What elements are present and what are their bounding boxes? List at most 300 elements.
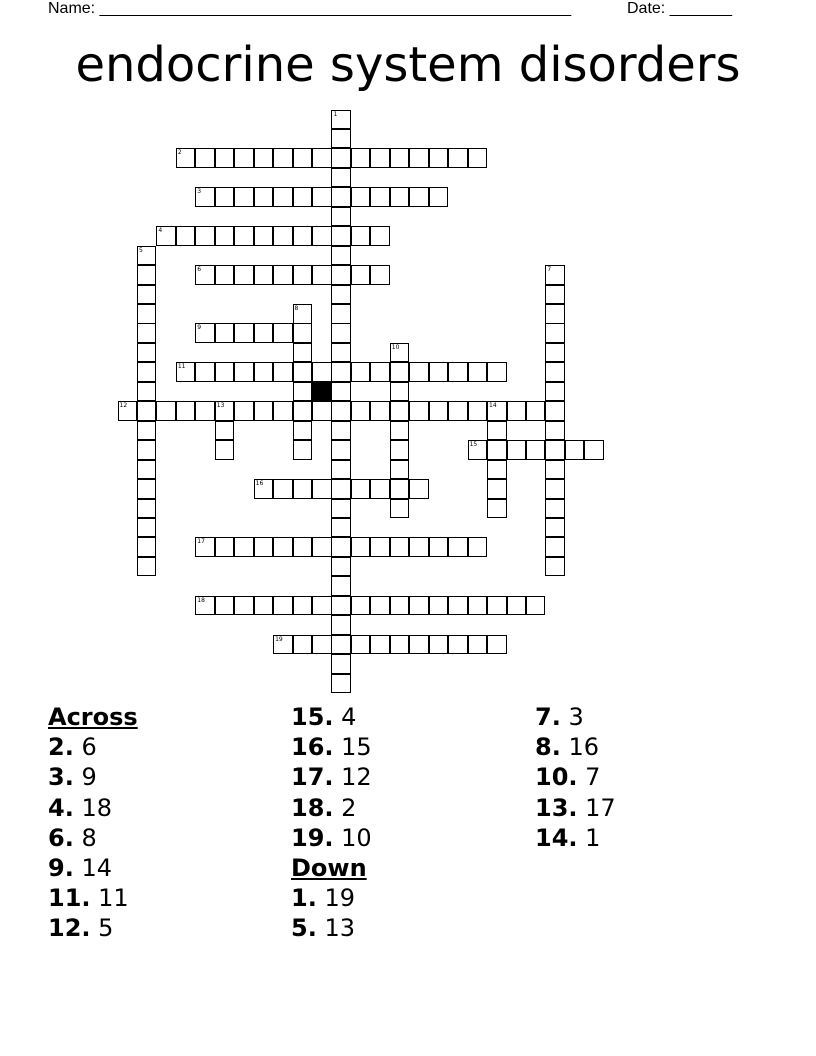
crossword-cell[interactable] (429, 596, 449, 616)
crossword-cell[interactable] (468, 148, 488, 168)
across-clue (48, 793, 138, 823)
crossword-cell[interactable] (565, 440, 585, 460)
crossword-cell[interactable] (545, 304, 565, 324)
crossword-cell[interactable] (545, 362, 565, 382)
crossword-cell[interactable] (331, 635, 351, 655)
crossword-cell[interactable] (331, 129, 351, 149)
crossword-cell[interactable] (195, 537, 215, 557)
crossword-cell[interactable] (351, 265, 371, 285)
crossword-cell[interactable] (351, 537, 371, 557)
cell-number: 19 (275, 635, 283, 643)
crossword-cell[interactable] (215, 362, 235, 382)
clue-text: 15 (341, 733, 372, 762)
crossword-cell[interactable] (331, 518, 351, 538)
crossword-cell[interactable] (448, 148, 468, 168)
clue-text: 11 (98, 884, 129, 913)
crossword-cell[interactable] (273, 635, 293, 655)
crossword-cell[interactable] (545, 343, 565, 363)
clue-text: 19 (324, 884, 356, 913)
crossword-cell[interactable] (507, 401, 527, 421)
crossword-cell[interactable] (331, 674, 351, 694)
crossword-cell[interactable] (215, 421, 235, 441)
clue-number: 12. (48, 914, 91, 943)
crossword-cell[interactable] (390, 148, 410, 168)
crossword-cell[interactable] (234, 265, 254, 285)
cell-number: 16 (255, 480, 264, 488)
crossword-cell[interactable] (409, 596, 429, 616)
crossword-cell[interactable] (293, 362, 313, 382)
crossword-cell[interactable] (545, 421, 565, 441)
crossword-cell[interactable] (507, 596, 527, 616)
cell-number: 14 (489, 402, 497, 410)
crossword-cell[interactable] (137, 382, 157, 402)
clue-text: 16 (568, 733, 600, 762)
crossword-cell[interactable] (331, 479, 351, 499)
crossword-cell[interactable] (468, 362, 488, 382)
crossword-cell[interactable] (293, 440, 313, 460)
crossword-cell[interactable] (390, 187, 410, 207)
clue-column-1 (48, 702, 138, 944)
crossword-cell[interactable] (137, 362, 157, 382)
crossword-cell[interactable] (312, 635, 332, 655)
clue-text: 7 (585, 763, 601, 792)
across-clue (48, 732, 138, 762)
clue-number: 7. (535, 703, 561, 731)
crossword-cell[interactable] (351, 401, 371, 421)
crossword-cell[interactable] (409, 362, 429, 382)
clue-column-3 (535, 702, 616, 853)
crossword-cell[interactable] (215, 323, 235, 343)
crossword-cell[interactable] (370, 537, 390, 557)
crossword-cell[interactable] (331, 499, 351, 519)
crossword-cell[interactable] (293, 596, 313, 616)
crossword-cell[interactable] (409, 148, 429, 168)
crossword-cell[interactable] (584, 440, 604, 460)
crossword-cell[interactable] (312, 596, 332, 616)
name-line[interactable]: Name: _____________________________________________________ (48, 0, 572, 17)
down-clue (291, 883, 372, 913)
crossword-cell[interactable] (331, 110, 351, 130)
clue-number: 18. (291, 793, 334, 822)
crossword-cell[interactable] (409, 635, 429, 655)
crossword-cell[interactable] (293, 323, 313, 343)
crossword-cell[interactable] (254, 479, 274, 499)
clue-number: 14. (535, 823, 578, 852)
across-clue (48, 913, 138, 943)
crossword-cell[interactable] (234, 323, 254, 343)
crossword-cell[interactable] (370, 479, 390, 499)
crossword-cell[interactable] (195, 148, 215, 168)
crossword-cell[interactable] (234, 187, 254, 207)
crossword-cell[interactable] (331, 148, 351, 168)
crossword-cell[interactable] (312, 479, 332, 499)
date-line[interactable]: Date: _______ (627, 0, 732, 17)
clue-text: 10 (341, 823, 372, 852)
crossword-cell[interactable] (273, 323, 293, 343)
crossword-cell[interactable] (293, 148, 313, 168)
crossword-cell[interactable] (156, 401, 176, 421)
clue-number: 16. (291, 733, 334, 762)
crossword-cell[interactable] (176, 362, 196, 382)
crossword-cell[interactable] (390, 362, 410, 382)
across-clue (291, 732, 372, 762)
crossword-cell[interactable] (137, 246, 157, 266)
crossword-cell[interactable] (331, 557, 351, 577)
crossword-cell[interactable] (487, 401, 507, 421)
cell-number: 5 (138, 246, 143, 254)
crossword-cell[interactable] (195, 187, 215, 207)
crossword-cell[interactable] (390, 401, 410, 421)
crossword-cell[interactable] (293, 343, 313, 363)
crossword-cell[interactable] (351, 187, 371, 207)
crossword-cell[interactable] (293, 382, 313, 402)
crossword-cell[interactable] (526, 440, 546, 460)
down-clue (535, 762, 616, 792)
crossword-cell[interactable] (273, 596, 293, 616)
crossword-cell[interactable] (331, 362, 351, 382)
cell-number: 2 (177, 149, 182, 157)
crossword-cell[interactable] (331, 323, 351, 343)
clue-text: 14 (81, 854, 113, 883)
crossword-cell[interactable] (468, 635, 488, 655)
crossword-cell[interactable] (254, 323, 274, 343)
crossword-cell[interactable] (390, 537, 410, 557)
crossword-cell[interactable] (254, 362, 274, 382)
crossword-cell[interactable] (215, 265, 235, 285)
crossword-cell[interactable] (370, 148, 390, 168)
crossword-cell[interactable] (215, 440, 235, 460)
crossword-cell[interactable] (137, 285, 157, 305)
crossword-cell[interactable] (195, 362, 215, 382)
crossword-cell[interactable] (215, 187, 235, 207)
clue-number: 19. (291, 823, 334, 852)
crossword-cell[interactable] (293, 537, 313, 557)
crossword-cell[interactable] (390, 479, 410, 499)
crossword-cell[interactable] (429, 635, 449, 655)
crossword-cell[interactable] (331, 421, 351, 441)
crossword-cell[interactable] (351, 635, 371, 655)
crossword-cell[interactable] (331, 401, 351, 421)
cell-number: 4 (158, 227, 163, 235)
crossword-cell[interactable] (312, 362, 332, 382)
cell-number: 18 (197, 596, 205, 604)
across-clue (48, 883, 138, 913)
crossword-cell[interactable] (390, 460, 410, 480)
crossword-cell[interactable] (293, 304, 313, 324)
crossword-cell[interactable] (137, 557, 157, 577)
crossword-cell[interactable] (293, 226, 313, 246)
down-clue (535, 823, 616, 853)
crossword-cell[interactable] (137, 265, 157, 285)
crossword-cell[interactable] (545, 323, 565, 343)
crossword-cell[interactable] (331, 304, 351, 324)
crossword-cell[interactable] (273, 362, 293, 382)
down-clue (535, 732, 616, 762)
crossword-cell[interactable] (215, 596, 235, 616)
cell-number: 10 (391, 343, 400, 351)
crossword-cell[interactable] (312, 537, 332, 557)
crossword-cell[interactable] (254, 596, 274, 616)
clue-number: 8. (535, 733, 561, 762)
crossword-cell[interactable] (468, 537, 488, 557)
crossword-cell[interactable] (545, 401, 565, 421)
down-clue (291, 913, 372, 943)
crossword-cell[interactable] (176, 226, 196, 246)
crossword-cell[interactable] (487, 440, 507, 460)
crossword-cell[interactable] (370, 401, 390, 421)
crossword-cell[interactable] (273, 265, 293, 285)
crossword-cell[interactable] (390, 596, 410, 616)
crossword-cell[interactable] (137, 518, 157, 538)
clue-number: 5. (291, 914, 317, 943)
crossword-cell[interactable] (215, 401, 235, 421)
crossword-cell[interactable] (370, 226, 390, 246)
clue-number: 10. (535, 763, 578, 792)
crossword-cell[interactable] (137, 440, 157, 460)
clue-text: 9 (81, 763, 97, 792)
crossword-cell[interactable] (137, 401, 157, 421)
crossword-cell[interactable] (468, 440, 488, 460)
across-clue (48, 853, 138, 883)
crossword-cell[interactable] (273, 148, 293, 168)
crossword-cell[interactable] (273, 401, 293, 421)
crossword-cell[interactable] (176, 148, 196, 168)
clue-text: 5 (98, 914, 114, 943)
crossword-cell[interactable] (331, 207, 351, 227)
crossword-cell[interactable] (507, 440, 527, 460)
cell-number: 15 (469, 441, 478, 449)
crossword-cell[interactable] (487, 460, 507, 480)
crossword-cell[interactable] (331, 654, 351, 674)
crossword-cell[interactable] (331, 440, 351, 460)
crossword-cell[interactable] (293, 635, 313, 655)
down-heading: Down (291, 854, 367, 883)
clue-number: 9. (48, 854, 74, 883)
crossword-cell[interactable] (545, 460, 565, 480)
crossword-cell[interactable] (195, 265, 215, 285)
crossword-cell[interactable] (468, 596, 488, 616)
crossword-cell[interactable] (312, 226, 332, 246)
crossword-cell[interactable] (331, 537, 351, 557)
crossword-cell[interactable] (390, 382, 410, 402)
crossword-cell[interactable] (215, 148, 235, 168)
crossword-cell[interactable] (545, 479, 565, 499)
clue-column-2 (291, 702, 372, 944)
crossword-cell[interactable] (312, 265, 332, 285)
crossword-cell[interactable] (118, 401, 138, 421)
crossword-cell[interactable] (390, 499, 410, 519)
crossword-cell[interactable] (234, 226, 254, 246)
crossword-cell[interactable] (390, 343, 410, 363)
puzzle-title: endocrine system disorders (75, 37, 741, 93)
cell-number: 9 (197, 324, 202, 332)
crossword-cell[interactable] (448, 362, 468, 382)
crossword-cell[interactable] (234, 148, 254, 168)
crossword-cell[interactable] (234, 596, 254, 616)
crossword-cell[interactable] (331, 460, 351, 480)
clue-number: 4. (48, 793, 74, 822)
crossword-cell[interactable] (293, 265, 313, 285)
crossword-cell[interactable] (137, 421, 157, 441)
crossword-cell[interactable] (429, 187, 449, 207)
crossword-cell[interactable] (254, 187, 274, 207)
crossword-cell[interactable] (526, 596, 546, 616)
crossword-cell[interactable] (273, 479, 293, 499)
crossword-cell[interactable] (545, 537, 565, 557)
crossword-cell[interactable] (137, 479, 157, 499)
crossword-cell[interactable] (137, 499, 157, 519)
cell-number: 1 (333, 110, 338, 118)
across-heading: Across (48, 703, 138, 731)
crossword-cell[interactable] (273, 187, 293, 207)
crossword-cell[interactable] (370, 265, 390, 285)
crossword-cell[interactable] (448, 401, 468, 421)
cell-number: 11 (177, 363, 186, 371)
crossword-cell[interactable] (487, 421, 507, 441)
crossword-cell[interactable] (234, 362, 254, 382)
crossword-cell[interactable] (137, 460, 157, 480)
crossword-cell[interactable] (312, 401, 332, 421)
crossword-cell[interactable] (545, 265, 565, 285)
crossword-cell[interactable] (409, 187, 429, 207)
crossword-cell[interactable] (331, 168, 351, 188)
across-clue (291, 823, 372, 853)
crossword-cell[interactable] (409, 479, 429, 499)
clue-number: 13. (535, 793, 578, 822)
cell-number: 13 (216, 402, 225, 410)
crossword-cell[interactable] (215, 537, 235, 557)
clue-number: 3. (48, 763, 74, 792)
crossword-cell[interactable] (331, 576, 351, 596)
crossword-cell[interactable] (176, 401, 196, 421)
crossword-cell[interactable] (429, 362, 449, 382)
clue-number: 11. (48, 884, 91, 913)
crossword-cell[interactable] (429, 537, 449, 557)
crossword-cell[interactable] (254, 148, 274, 168)
cell-number: 3 (197, 188, 202, 196)
clue-text: 18 (81, 793, 113, 822)
crossword-cell[interactable] (526, 401, 546, 421)
crossword-cell[interactable] (370, 596, 390, 616)
crossword-cell[interactable] (448, 537, 468, 557)
crossword-cell[interactable] (545, 499, 565, 519)
crossword-cell[interactable] (370, 187, 390, 207)
crossword-cell[interactable] (370, 635, 390, 655)
crossword-cell[interactable] (137, 323, 157, 343)
across-clue (291, 762, 372, 792)
crossword-cell[interactable] (545, 518, 565, 538)
crossword-cell[interactable] (331, 596, 351, 616)
crossword-cell[interactable] (195, 323, 215, 343)
clue-text: 17 (585, 793, 616, 822)
crossword-cell[interactable] (137, 304, 157, 324)
crossword-cell[interactable] (351, 479, 371, 499)
crossword-cell[interactable] (331, 285, 351, 305)
clue-text: 8 (81, 823, 97, 852)
clue-text: 2 (341, 793, 357, 822)
crossword-cell[interactable] (351, 226, 371, 246)
crossword-cell[interactable] (545, 285, 565, 305)
crossword-cell[interactable] (390, 440, 410, 460)
crossword-cell[interactable] (370, 362, 390, 382)
down-clue (535, 702, 616, 732)
down-clue (535, 793, 616, 823)
crossword-cell[interactable] (351, 362, 371, 382)
crossword-cell[interactable] (254, 265, 274, 285)
crossword-cell[interactable] (293, 421, 313, 441)
crossword-cell[interactable] (254, 537, 274, 557)
crossword-cell[interactable] (448, 635, 468, 655)
crossword-cell[interactable] (390, 635, 410, 655)
crossword-cell[interactable] (331, 246, 351, 266)
crossword-cell[interactable] (156, 226, 176, 246)
crossword-cell[interactable] (195, 596, 215, 616)
clue-number: 6. (48, 823, 74, 852)
crossword-cell[interactable] (468, 401, 488, 421)
crossword-cell[interactable] (487, 479, 507, 499)
crossword-cell[interactable] (293, 187, 313, 207)
crossword-cell[interactable] (137, 537, 157, 557)
clue-number: 15. (291, 703, 334, 731)
crossword-cell[interactable] (234, 401, 254, 421)
crossword-cell[interactable] (312, 148, 332, 168)
cell-number: 8 (294, 305, 299, 312)
crossword-cell[interactable] (312, 187, 332, 207)
blocked-cell (312, 382, 332, 402)
crossword-cell[interactable] (195, 226, 215, 246)
crossword-cell[interactable] (137, 343, 157, 363)
crossword-cell[interactable] (273, 537, 293, 557)
crossword-cell[interactable] (429, 148, 449, 168)
crossword-cell[interactable] (351, 148, 371, 168)
crossword-cell[interactable] (448, 596, 468, 616)
crossword-cell[interactable] (331, 615, 351, 635)
crossword-cell[interactable] (273, 226, 293, 246)
crossword-cell[interactable] (331, 343, 351, 363)
crossword-cell[interactable] (545, 382, 565, 402)
crossword-cell[interactable] (545, 440, 565, 460)
cell-number: 7 (547, 266, 552, 274)
crossword-cell[interactable] (351, 596, 371, 616)
crossword-cell[interactable] (487, 635, 507, 655)
crossword-cell[interactable] (331, 226, 351, 246)
crossword-cell[interactable] (487, 499, 507, 519)
crossword-cell[interactable] (215, 226, 235, 246)
crossword-cell[interactable] (254, 401, 274, 421)
crossword-cell[interactable] (293, 479, 313, 499)
across-clue (291, 793, 372, 823)
crossword-cell[interactable] (409, 537, 429, 557)
clue-text: 4 (341, 703, 357, 731)
crossword-cell[interactable] (331, 382, 351, 402)
crossword-cell[interactable] (331, 187, 351, 207)
crossword-cell[interactable] (254, 226, 274, 246)
crossword-cell[interactable] (429, 401, 449, 421)
clue-text: 3 (568, 703, 584, 731)
crossword-cell[interactable] (195, 401, 215, 421)
clue-number: 1. (291, 884, 317, 913)
clue-text: 6 (81, 733, 97, 762)
crossword-cell[interactable] (234, 537, 254, 557)
crossword-cell[interactable] (487, 362, 507, 382)
crossword-cell[interactable] (331, 265, 351, 285)
crossword-cell[interactable] (409, 401, 429, 421)
crossword-cell[interactable] (293, 401, 313, 421)
crossword-cell[interactable] (487, 596, 507, 616)
crossword-cell[interactable] (390, 421, 410, 441)
clue-number: 17. (291, 763, 334, 792)
crossword-cell[interactable] (545, 557, 565, 577)
